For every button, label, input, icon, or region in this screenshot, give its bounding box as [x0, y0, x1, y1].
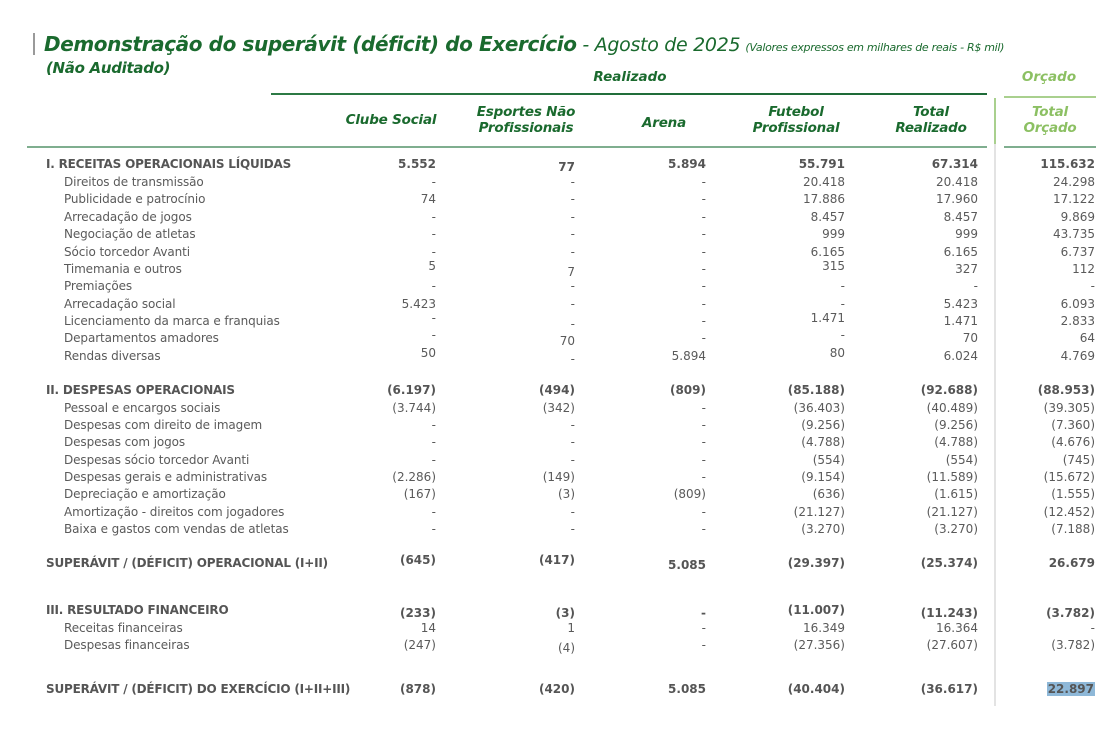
column-header-line: Total: [913, 104, 949, 120]
table-row: [0, 245, 1117, 262]
row-label: Receitas financeiras: [64, 621, 183, 635]
section-row: [0, 553, 1117, 573]
value-cell: (1.615): [934, 487, 978, 501]
table-row: [0, 487, 1117, 504]
column-header-arena: [614, 115, 714, 131]
value-cell: -: [431, 227, 436, 241]
row-label: III. RESULTADO FINANCEIRO: [46, 603, 229, 617]
column-header-esportes: [466, 104, 586, 136]
value-cell: -: [570, 317, 575, 331]
value-cell: -: [431, 311, 436, 325]
value-cell: (88.953): [1037, 383, 1095, 397]
value-cell: 14: [420, 621, 436, 635]
value-cell: (554): [945, 453, 978, 467]
value-cell: -: [701, 262, 706, 276]
row-label: SUPERÁVIT / (DÉFICIT) DO EXERCÍCIO (I+II+III): [46, 682, 351, 696]
value-cell: (3.270): [934, 522, 978, 536]
group-header-orcado: Orçado: [1021, 69, 1077, 85]
value-cell: (809): [669, 383, 706, 397]
value-cell: (39.305): [1043, 401, 1095, 415]
row-label: Arrecadação social: [64, 297, 176, 311]
row-label: Despesas financeiras: [64, 638, 190, 652]
value-cell: -: [973, 279, 978, 293]
table-row: [0, 522, 1117, 539]
column-header-line: Total: [1032, 104, 1068, 120]
section-row: [0, 682, 1117, 699]
group-header-realizado: Realizado: [593, 69, 667, 85]
header-bottom-rule-orcado: [1004, 146, 1096, 148]
section-row: [0, 157, 1117, 174]
value-cell: 43.735: [1053, 227, 1095, 241]
column-header-futebol: [740, 104, 852, 136]
value-cell: 16.349: [803, 621, 845, 635]
value-cell: -: [1090, 621, 1095, 635]
row-label: Licenciamento da marca e franquias: [64, 314, 280, 328]
realizado-rule: [271, 93, 987, 95]
value-cell: 115.632: [1040, 157, 1095, 171]
value-cell: 5.552: [398, 157, 436, 171]
value-cell: -: [701, 297, 706, 311]
value-cell: (4.676): [1051, 435, 1095, 449]
table-row: [0, 346, 1117, 366]
row-label: Timemania e outros: [64, 262, 182, 276]
value-cell: (3.744): [392, 401, 436, 415]
value-cell: 5.085: [668, 682, 706, 696]
value-cell: 55.791: [798, 157, 845, 171]
value-cell: -: [701, 314, 706, 328]
value-cell: 6.093: [1060, 297, 1095, 311]
value-cell: 6.737: [1060, 245, 1095, 259]
column-header-line: Arena: [642, 115, 686, 131]
value-cell: 17.960: [936, 192, 978, 206]
value-cell: -: [570, 175, 575, 189]
table-row: [0, 259, 1117, 279]
value-cell: 5.894: [671, 349, 706, 363]
table-row: [0, 279, 1117, 296]
table-row: [0, 297, 1117, 314]
value-cell: (40.489): [926, 401, 978, 415]
column-header-line: Clube Social: [345, 112, 437, 128]
value-cell: (4.788): [934, 435, 978, 449]
table-row: [0, 505, 1117, 522]
value-cell: -: [570, 505, 575, 519]
value-cell: 6.024: [943, 349, 978, 363]
value-cell: -: [431, 245, 436, 259]
value-cell: (420): [538, 682, 575, 696]
column-header-total-orcado: [1010, 104, 1090, 136]
value-cell: (3): [558, 487, 575, 501]
value-cell: (554): [812, 453, 845, 467]
value-cell: -: [431, 418, 436, 432]
value-cell: (36.617): [920, 682, 978, 696]
row-label: Despesas com direito de imagem: [64, 418, 263, 432]
table-row: [0, 210, 1117, 227]
row-label: Rendas diversas: [64, 349, 161, 363]
value-cell: -: [570, 210, 575, 224]
value-cell: -: [701, 522, 706, 536]
row-label: I. RECEITAS OPERACIONAIS LÍQUIDAS: [46, 157, 292, 171]
table-row: [0, 621, 1117, 638]
value-cell: (645): [399, 553, 436, 567]
value-cell: (167): [403, 487, 436, 501]
value-cell: 5.894: [668, 157, 706, 171]
value-cell: 8.457: [810, 210, 845, 224]
value-cell: 2.833: [1060, 314, 1095, 328]
value-cell: 1.471: [943, 314, 978, 328]
value-cell: -: [701, 401, 706, 415]
table-row: [0, 401, 1117, 418]
value-cell: (25.374): [920, 556, 978, 570]
value-cell: (6.197): [387, 383, 436, 397]
table-row: [0, 311, 1117, 331]
value-cell: 5.423: [943, 297, 978, 311]
value-cell: (11.007): [787, 603, 845, 617]
value-cell: (21.127): [926, 505, 978, 519]
column-header-line: Profissional: [752, 120, 840, 136]
value-cell: 7: [567, 265, 575, 279]
row-label: Amortização - direitos com jogadores: [64, 505, 285, 519]
value-cell: -: [701, 210, 706, 224]
value-cell: 20.418: [936, 175, 978, 189]
value-cell: 17.122: [1053, 192, 1095, 206]
column-header-total-realizado: [880, 104, 982, 136]
value-cell: -: [701, 505, 706, 519]
value-cell: (3.270): [801, 522, 845, 536]
row-label: Departamentos amadores: [64, 331, 219, 345]
value-cell: -: [570, 522, 575, 536]
value-cell: 70: [559, 334, 575, 348]
value-cell: (417): [538, 553, 575, 567]
value-cell: (92.688): [920, 383, 978, 397]
value-cell: -: [570, 245, 575, 259]
value-cell: -: [431, 522, 436, 536]
value-cell: 77: [558, 160, 575, 174]
value-cell: 9.869: [1060, 210, 1095, 224]
title-units: (Valores expressos em milhares de reais - R$ mil): [745, 41, 1005, 54]
value-cell: 80: [829, 346, 845, 360]
value-cell: (15.672): [1043, 470, 1095, 484]
value-cell: 50: [420, 346, 436, 360]
value-cell: (85.188): [787, 383, 845, 397]
value-cell: 315: [822, 259, 845, 273]
column-header-line: Esportes Não: [476, 104, 576, 120]
value-cell: -: [840, 328, 845, 342]
value-cell: -: [701, 453, 706, 467]
orcado-rule: [1004, 96, 1096, 98]
table-row: [0, 418, 1117, 435]
title-separator: -: [576, 34, 595, 56]
value-cell: (4.788): [801, 435, 845, 449]
value-cell: -: [570, 297, 575, 311]
row-label: Negociação de atletas: [64, 227, 196, 241]
row-label: SUPERÁVIT / (DÉFICIT) OPERACIONAL (I+II): [46, 556, 328, 570]
value-cell: (7.188): [1051, 522, 1095, 536]
row-label: Despesas gerais e administrativas: [64, 470, 268, 484]
section-row: [0, 603, 1117, 620]
value-cell: 8.457: [943, 210, 978, 224]
value-cell: (4): [558, 641, 575, 655]
value-cell: (809): [673, 487, 706, 501]
value-cell: -: [701, 470, 706, 484]
value-cell: (27.356): [793, 638, 845, 652]
column-header-line: Orçado: [1023, 120, 1077, 136]
column-header-clube-social: [336, 112, 446, 128]
value-cell: -: [431, 328, 436, 342]
row-label: II. DESPESAS OPERACIONAIS: [46, 383, 235, 397]
value-cell: -: [570, 192, 575, 206]
row-label: Direitos de transmissão: [64, 175, 204, 189]
value-cell: -: [701, 638, 706, 652]
value-cell: (27.607): [926, 638, 978, 652]
value-cell: -: [570, 435, 575, 449]
value-cell: (233): [399, 606, 436, 620]
value-cell: (636): [812, 487, 845, 501]
value-cell: 112: [1072, 262, 1095, 276]
value-cell: -: [840, 279, 845, 293]
value-cell: -: [1090, 279, 1095, 293]
title-main: Demonstração do superávit (déficit) do Exercício: [44, 32, 577, 56]
value-cell: 999: [822, 227, 845, 241]
value-cell: 5.423: [401, 297, 436, 311]
document-title: [44, 32, 1004, 56]
value-cell: -: [431, 435, 436, 449]
row-label: Sócio torcedor Avanti: [64, 245, 190, 259]
table-row: [0, 328, 1117, 348]
row-label: Publicidade e patrocínio: [64, 192, 206, 206]
value-cell: -: [570, 418, 575, 432]
row-label: Premiações: [64, 279, 133, 293]
audit-status: (Não Auditado): [46, 59, 171, 77]
value-cell: [985, 682, 1095, 696]
value-cell: -: [570, 279, 575, 293]
value-cell: -: [840, 297, 845, 311]
row-label: Pessoal e encargos sociais: [64, 401, 221, 415]
value-cell: (878): [399, 682, 436, 696]
row-label: Arrecadação de jogos: [64, 210, 192, 224]
value-cell: (40.404): [787, 682, 845, 696]
column-header-line: Profissionais: [478, 120, 574, 136]
header-bottom-rule: [27, 146, 987, 148]
value-cell: (36.403): [793, 401, 845, 415]
value-cell: -: [701, 331, 706, 345]
value-cell: (11.243): [920, 606, 978, 620]
value-cell: (9.256): [934, 418, 978, 432]
value-cell: -: [701, 435, 706, 449]
value-cell: -: [431, 453, 436, 467]
value-cell: -: [701, 606, 706, 620]
title-period: Agosto de 2025: [594, 34, 741, 56]
value-cell: (12.452): [1043, 505, 1095, 519]
row-label: Despesas sócio torcedor Avanti: [64, 453, 250, 467]
value-cell: 67.314: [931, 157, 978, 171]
value-cell: -: [701, 175, 706, 189]
value-cell: (11.589): [926, 470, 978, 484]
table-row: [0, 227, 1117, 244]
value-cell: -: [701, 418, 706, 432]
value-cell: (3.782): [1046, 606, 1095, 620]
value-cell: 24.298: [1053, 175, 1095, 189]
value-cell: -: [431, 210, 436, 224]
value-cell: (3): [555, 606, 575, 620]
column-header-line: Realizado: [895, 120, 967, 136]
value-cell: 20.418: [803, 175, 845, 189]
value-cell: -: [701, 245, 706, 259]
value-cell: (21.127): [793, 505, 845, 519]
value-cell: 17.886: [803, 192, 845, 206]
table-row: [0, 192, 1117, 209]
value-cell: (342): [542, 401, 575, 415]
table-row: [0, 175, 1117, 192]
value-cell: (745): [1062, 453, 1095, 467]
value-cell: 4.769: [1060, 349, 1095, 363]
value-cell: (494): [538, 383, 575, 397]
column-header-line: Futebol: [768, 104, 824, 120]
value-cell: 5: [428, 259, 436, 273]
value-cell: 999: [955, 227, 978, 241]
value-cell: (7.360): [1051, 418, 1095, 432]
orcado-divider-header: [994, 98, 996, 144]
value-cell: -: [701, 227, 706, 241]
value-cell: 70: [962, 331, 978, 345]
value-cell: 64: [1079, 331, 1095, 345]
title-accent-bar: [33, 33, 35, 55]
table-row: [0, 435, 1117, 452]
value-cell: (2.286): [392, 470, 436, 484]
value-cell: -: [701, 192, 706, 206]
value-cell: -: [431, 505, 436, 519]
value-cell: -: [431, 279, 436, 293]
highlighted-value[interactable]: 22.897: [1047, 682, 1094, 696]
value-cell: -: [701, 279, 706, 293]
value-cell: (9.154): [801, 470, 845, 484]
value-cell: 1: [567, 621, 575, 635]
value-cell: 74: [420, 192, 436, 206]
table-row: [0, 638, 1117, 655]
value-cell: 327: [955, 262, 978, 276]
value-cell: -: [570, 352, 575, 366]
table-row: [0, 470, 1117, 487]
value-cell: -: [701, 621, 706, 635]
value-cell: 6.165: [943, 245, 978, 259]
value-cell: 1.471: [810, 311, 845, 325]
value-cell: -: [570, 227, 575, 241]
value-cell: 5.085: [668, 558, 706, 572]
value-cell: (247): [403, 638, 436, 652]
row-label: Despesas com jogos: [64, 435, 186, 449]
value-cell: (149): [542, 470, 575, 484]
section-row: [0, 383, 1117, 400]
row-label: Depreciação e amortização: [64, 487, 226, 501]
row-label: Baixa e gastos com vendas de atletas: [64, 522, 289, 536]
value-cell: (9.256): [801, 418, 845, 432]
value-cell: 26.679: [1048, 556, 1095, 570]
table-row: [0, 453, 1117, 470]
value-cell: (1.555): [1051, 487, 1095, 501]
value-cell: (29.397): [787, 556, 845, 570]
value-cell: -: [570, 453, 575, 467]
value-cell: 6.165: [810, 245, 845, 259]
value-cell: 16.364: [936, 621, 978, 635]
value-cell: -: [431, 175, 436, 189]
value-cell: (3.782): [1051, 638, 1095, 652]
